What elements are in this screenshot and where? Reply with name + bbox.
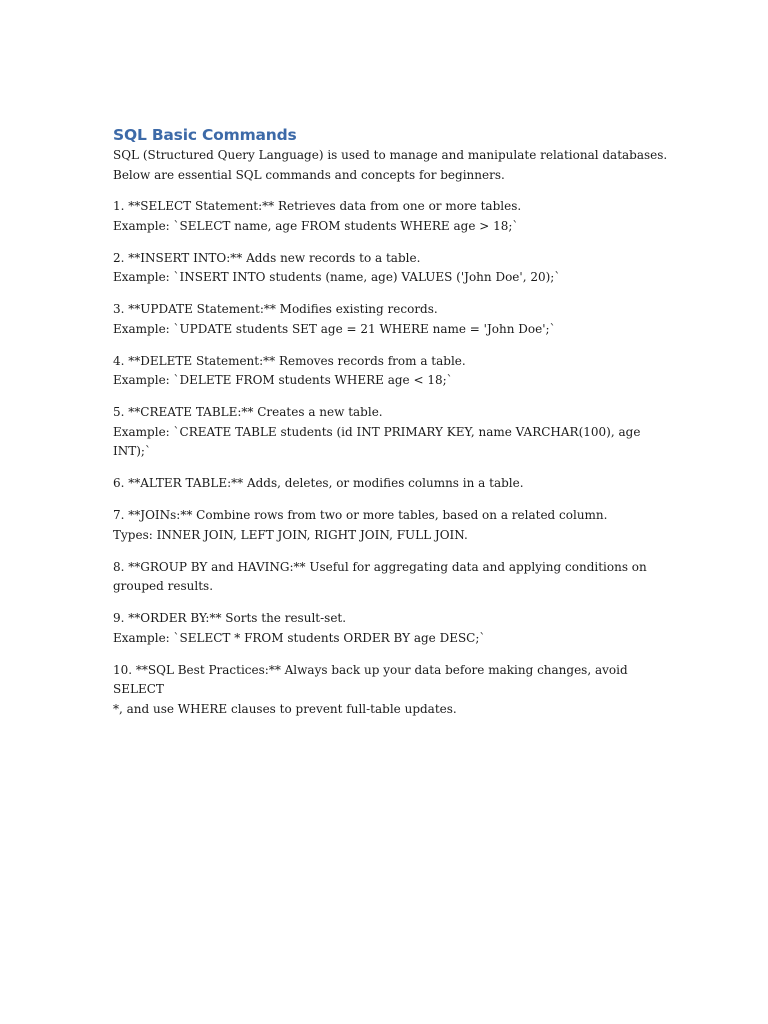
section-list [113,197,673,719]
section-heading: 9. **ORDER BY:** Sorts the result-set. [113,611,347,625]
section-detail: Example: `SELECT * FROM students ORDER BY age DESC;` [113,630,486,645]
section-heading: 4. **DELETE Statement:** Removes records from a table. [113,353,466,368]
section-heading: 10. **SQL Best Practices:** Always back up your data before making changes, avoid SELECT [113,662,628,696]
section-detail: Example: `SELECT name, age FROM students WHERE age > 18;` [113,218,519,233]
intro-paragraph: SQL (Structured Query Language) is used to manage and manipulate relational databases. Below are essential SQL commands and concepts for beginners. [113,148,668,182]
section-best-practices [113,661,673,720]
section-heading: 7. **JOINs:** Combine rows from two or more tables, based on a related column. [113,508,608,522]
section-group-by [113,558,673,597]
section-create-table [113,403,673,462]
section-heading: 3. **UPDATE Statement:** Modifies existing records. [113,302,438,316]
section-order-by [113,609,673,648]
document-title: SQL Basic Commands [113,126,297,144]
section-detail: *, and use WHERE clauses to prevent full-table updates. [113,701,457,716]
section-detail: Example: `INSERT INTO students (name, age) VALUES ('John Doe', 20);` [113,270,561,284]
document-content [113,124,673,732]
section-alter-table [113,474,673,494]
section-detail: Example: `UPDATE students SET age = 21 WHERE name = 'John Doe';` [113,321,556,336]
section-detail: Example: `CREATE TABLE students (id INT PRIMARY KEY, name VARCHAR(100), age INT);` [113,424,641,458]
section-detail: Example: `DELETE FROM students WHERE age < 18;` [113,373,453,387]
section-heading: 8. **GROUP BY and HAVING:** Useful for aggregating data and applying conditions on [113,559,647,574]
section-detail: Types: INNER JOIN, LEFT JOIN, RIGHT JOIN, FULL JOIN. [113,527,468,542]
section-heading: 1. **SELECT Statement:** Retrieves data from one or more tables. [113,199,522,213]
section-heading: 5. **CREATE TABLE:** Creates a new table. [113,405,383,419]
section-heading: 6. **ALTER TABLE:** Adds, deletes, or modifies columns in a table. [113,476,524,490]
section-delete [113,352,673,391]
section-joins [113,506,673,545]
section-insert [113,249,673,288]
section-update [113,300,673,339]
section-heading: 2. **INSERT INTO:** Adds new records to a table. [113,250,421,265]
section-detail: grouped results. [113,579,214,593]
section-select [113,197,673,236]
